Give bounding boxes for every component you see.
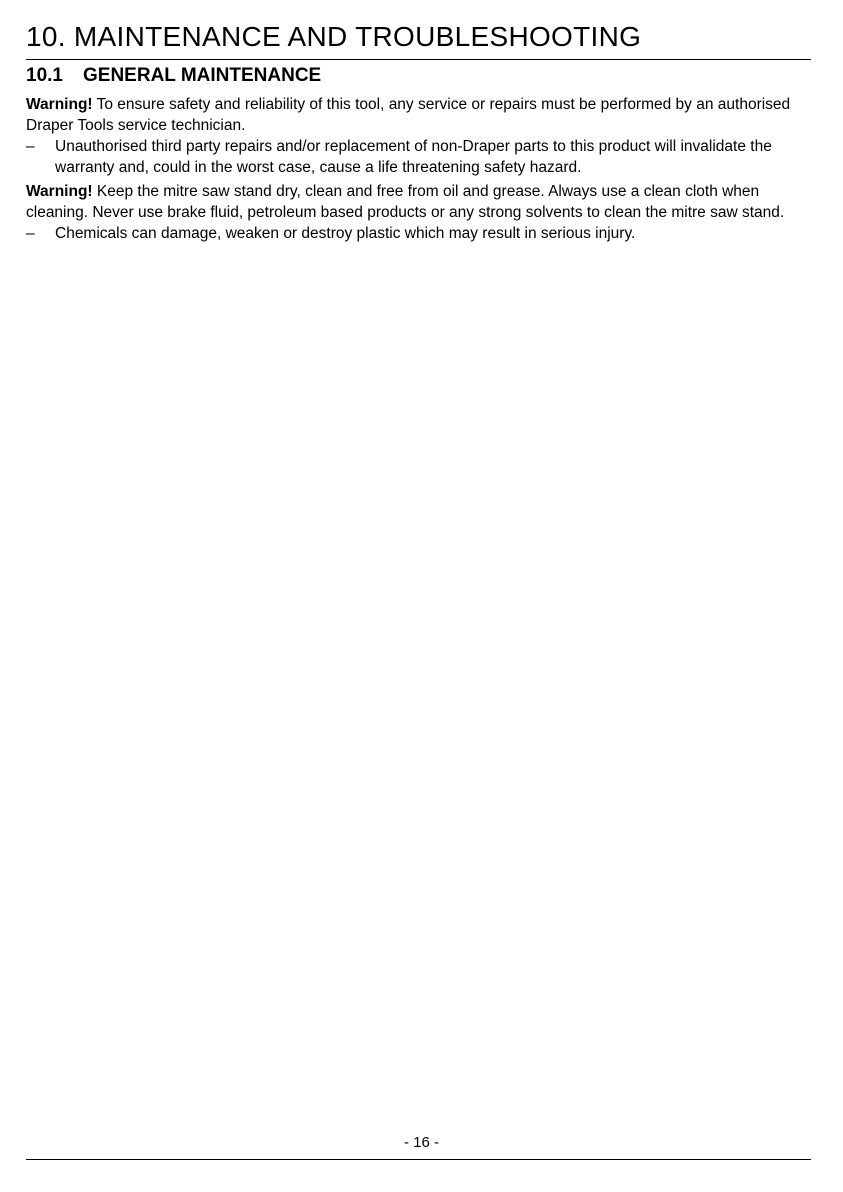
warning-label: Warning! — [26, 183, 93, 200]
bullet-text: Chemicals can damage, weaken or destroy plastic which may result in serious injury. — [55, 225, 636, 242]
page-number: - 16 - — [403, 1134, 439, 1151]
dash-bullet-icon: – — [26, 225, 35, 242]
bullet-text: Unauthorised third party repairs and/or replacement of non-Draper parts to this product will invalidate the warranty and, could in the worst case, cause a life threatening safety hazard. — [55, 138, 772, 176]
dash-bullet-icon: – — [26, 138, 35, 155]
warning-paragraph-cleaning — [26, 181, 816, 223]
section-heading — [26, 64, 321, 88]
section-title: GENERAL MAINTENANCE — [83, 65, 322, 86]
warning-paragraph-service — [26, 94, 816, 136]
page-title: 10. MAINTENANCE AND TROUBLESHOOTING — [26, 21, 642, 52]
bullet-item-warranty — [26, 136, 816, 178]
warning-text: Keep the mitre saw stand dry, clean and free from oil and grease. Always use a clean cloth when cleaning. Never use brake fluid, petroleum based products or any strong solvents to clean the mitre saw stand. — [26, 183, 785, 221]
warning-text: To ensure safety and reliability of this tool, any service or repairs must be performed by an authorised Draper Tools service technician. — [26, 96, 791, 134]
bullet-item-chemicals — [26, 223, 816, 244]
warning-label: Warning! — [26, 96, 93, 113]
title-divider — [26, 59, 811, 60]
footer-divider — [26, 1159, 811, 1160]
maintenance-content — [26, 94, 816, 247]
section-number: 10.1 — [26, 65, 63, 86]
